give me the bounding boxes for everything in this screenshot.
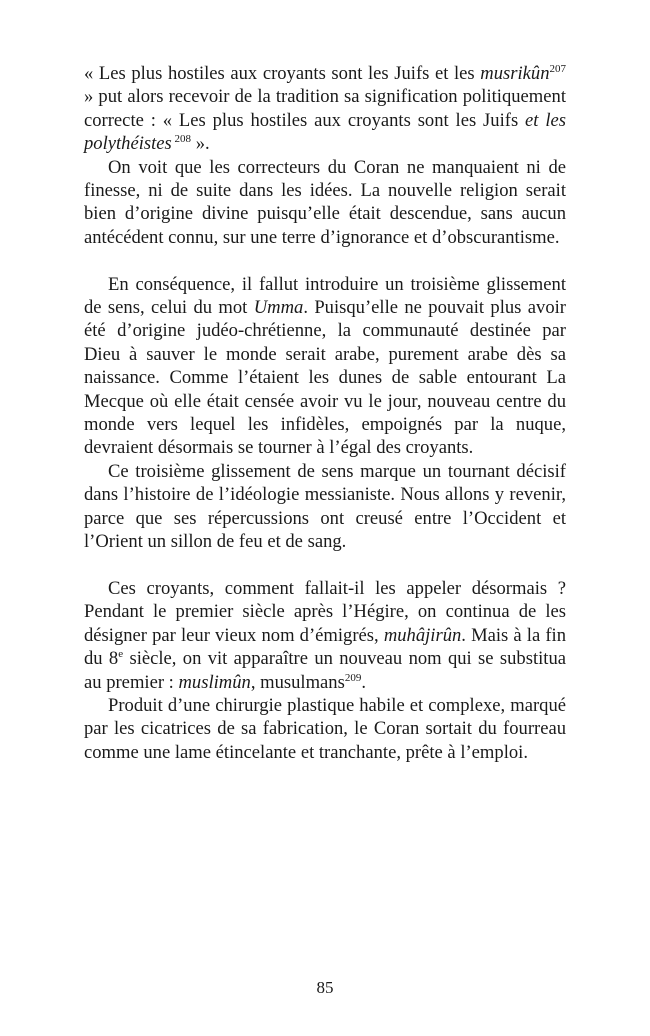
- footnote-ref[interactable]: 208: [171, 133, 192, 146]
- text-run: Ces croyants, comment fallait-il les appeler désormais ? Pendant le premier siècle après l’Hégire, on continua de les désigner par leur vieux nom d’émigrés,: [84, 577, 566, 646]
- body-text: [84, 62, 566, 764]
- text-run: ».: [191, 133, 210, 155]
- paragraph-1: [84, 62, 566, 156]
- paragraph-gap: [84, 554, 566, 577]
- footnote-ref[interactable]: 207: [549, 63, 566, 75]
- text-run: siècle, on vit apparaître un nouveau nom qui se substitua au premier :: [84, 648, 566, 693]
- text-run: En conséquence, il fallut introduire un troisième glissement de sens, celui du mot: [84, 273, 566, 319]
- paragraph-2: On voit que les correcteurs du Coran ne manquaient ni de finesse, ni de suite dans les idées. La nouvelle religion serait bien d’origine divine puisqu’elle était descendue, sans aucun antécédent connu, sur une terre d’ignorance et d’obscurantisme.: [84, 156, 566, 248]
- paragraph-5: [84, 577, 566, 694]
- paragraph-gap: [84, 249, 566, 272]
- italic-term: musrikûn: [480, 63, 550, 84]
- text-run: « Les plus hostiles aux croyants sont les Juifs et les: [84, 63, 481, 84]
- page-number: 85: [316, 978, 334, 997]
- footnote-ref[interactable]: 209: [344, 671, 362, 684]
- italic-term: muhâjirûn: [383, 624, 462, 646]
- text-run: , musulmans: [250, 671, 345, 693]
- ordinal-superscript: e: [118, 648, 124, 661]
- paragraph-6: Produit d’une chirurgie plastique habile et complexe, marqué par les cicatrices de sa fabrication, le Coran sortait du fourreau comme une lame étincelante et tranchante, prête à l’emploi.: [84, 694, 566, 763]
- italic-term: et les polythéistes: [84, 109, 566, 155]
- text-run: . Puisqu’elle ne pouvait plus avoir été d’origine judéo-chrétienne, la communauté destinée par Dieu à sauver le monde serait arabe, purement arabe dès sa naissance. Comme l’étaient les dunes de sable entourant La Mecque où elle était censée avoir vu le jour, nouveau centre du monde vers lequel les infidèles, empoignés par la nuque, devraient désormais se tourner à l’égal des croyants.: [84, 297, 566, 459]
- paragraph-4: Ce troisième glissement de sens marque un tournant décisif dans l’histoire de l’idéologie messianiste. Nous allons y revenir, parce que ses répercussions ont creusé entre l’Occident et l’Orient un sillon de feu et de sang.: [84, 460, 566, 553]
- italic-term: muslimûn: [178, 671, 251, 693]
- paragraph-3: [84, 273, 566, 460]
- text-run: .: [361, 671, 366, 693]
- text-run: . Mais à la fin du 8: [84, 624, 566, 670]
- text-run: » put alors recevoir de la tradition sa signification politiquement correcte : « Les plus hostiles aux croyants sont les Juifs: [84, 86, 566, 131]
- italic-term: Umma: [253, 297, 304, 319]
